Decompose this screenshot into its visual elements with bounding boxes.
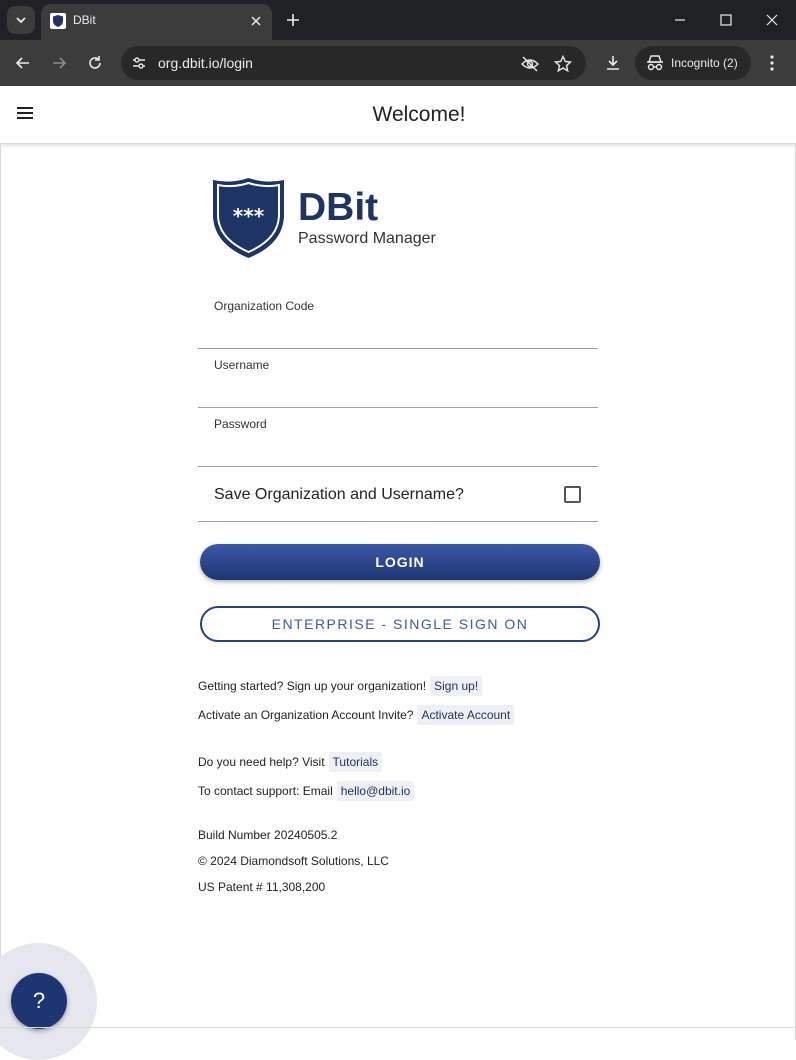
address-bar[interactable] — [121, 46, 586, 80]
arrow-right-icon[interactable] — [49, 53, 69, 73]
password-label: Password — [214, 417, 267, 431]
reload-icon[interactable] — [85, 53, 105, 73]
support-line — [198, 781, 414, 801]
help-button[interactable]: ? — [11, 973, 67, 1029]
incognito-chip[interactable] — [635, 46, 751, 80]
org-code-input[interactable] — [214, 319, 584, 343]
tune-icon[interactable] — [129, 53, 149, 73]
save-credentials-label: Save Organization and Username? — [214, 486, 464, 503]
password-field[interactable] — [198, 411, 598, 467]
dbit-shield-icon — [50, 13, 66, 29]
tab-title: DBit — [73, 13, 96, 27]
support-text: To contact support: Email — [198, 784, 333, 798]
more-vert-icon[interactable] — [762, 53, 782, 73]
username-label: Username — [214, 358, 270, 372]
shield-text: *** — [232, 204, 265, 228]
plus-icon[interactable] — [284, 11, 302, 29]
brand-name: DBit — [298, 186, 379, 229]
maximize-icon[interactable] — [716, 10, 736, 30]
signup-link[interactable]: Sign up! — [430, 676, 482, 696]
chevron-down-icon — [15, 14, 27, 26]
signup-text: Getting started? Sign up your organization! — [198, 679, 427, 693]
minimize-icon[interactable] — [670, 10, 690, 30]
activate-account-link[interactable]: Activate Account — [417, 705, 514, 725]
download-icon[interactable] — [603, 53, 623, 73]
page-border-left — [0, 144, 1, 1040]
tab-search-button[interactable] — [7, 6, 35, 34]
login-button[interactable]: LOGIN — [200, 544, 600, 580]
username-input[interactable] — [214, 378, 584, 402]
browser-tab-active[interactable] — [41, 4, 272, 40]
username-field[interactable] — [198, 352, 598, 408]
help-line — [198, 752, 382, 772]
patent-number: US Patent # 11,308,200 — [198, 880, 326, 894]
dbit-shield-logo — [211, 176, 286, 260]
password-input[interactable] — [214, 437, 584, 461]
eye-off-icon[interactable] — [520, 54, 540, 74]
tutorials-link[interactable]: Tutorials — [329, 752, 383, 772]
app-header — [0, 86, 796, 144]
copyright: © 2024 Diamondsoft Solutions, LLC — [198, 854, 389, 868]
browser-tabstrip — [0, 0, 796, 40]
save-credentials-row — [198, 467, 598, 522]
window-close-icon[interactable] — [762, 10, 782, 30]
page-title: Welcome! — [372, 103, 466, 126]
signup-line — [198, 676, 482, 696]
star-icon[interactable] — [553, 54, 573, 74]
arrow-left-icon[interactable] — [13, 53, 33, 73]
sso-button[interactable]: ENTERPRISE - SINGLE SIGN ON — [200, 606, 600, 642]
help-text: Do you need help? Visit — [198, 755, 325, 769]
build-number: Build Number 20240505.2 — [198, 828, 338, 842]
support-email-link[interactable]: hello@dbit.io — [337, 781, 415, 801]
activate-line — [198, 705, 514, 725]
org-code-field[interactable] — [198, 293, 598, 349]
close-icon[interactable] — [249, 14, 263, 28]
org-code-label: Organization Code — [214, 299, 315, 313]
activate-text: Activate an Organization Account Invite? — [198, 708, 414, 722]
browser-toolbar — [0, 40, 796, 86]
save-credentials-checkbox[interactable] — [564, 486, 581, 503]
page-bottom-border — [0, 1027, 796, 1028]
incognito-label: Incognito (2) — [671, 56, 738, 70]
url-text: org.dbit.io/login — [158, 55, 253, 71]
brand-subtitle: Password Manager — [298, 230, 436, 247]
incognito-icon — [645, 54, 665, 72]
